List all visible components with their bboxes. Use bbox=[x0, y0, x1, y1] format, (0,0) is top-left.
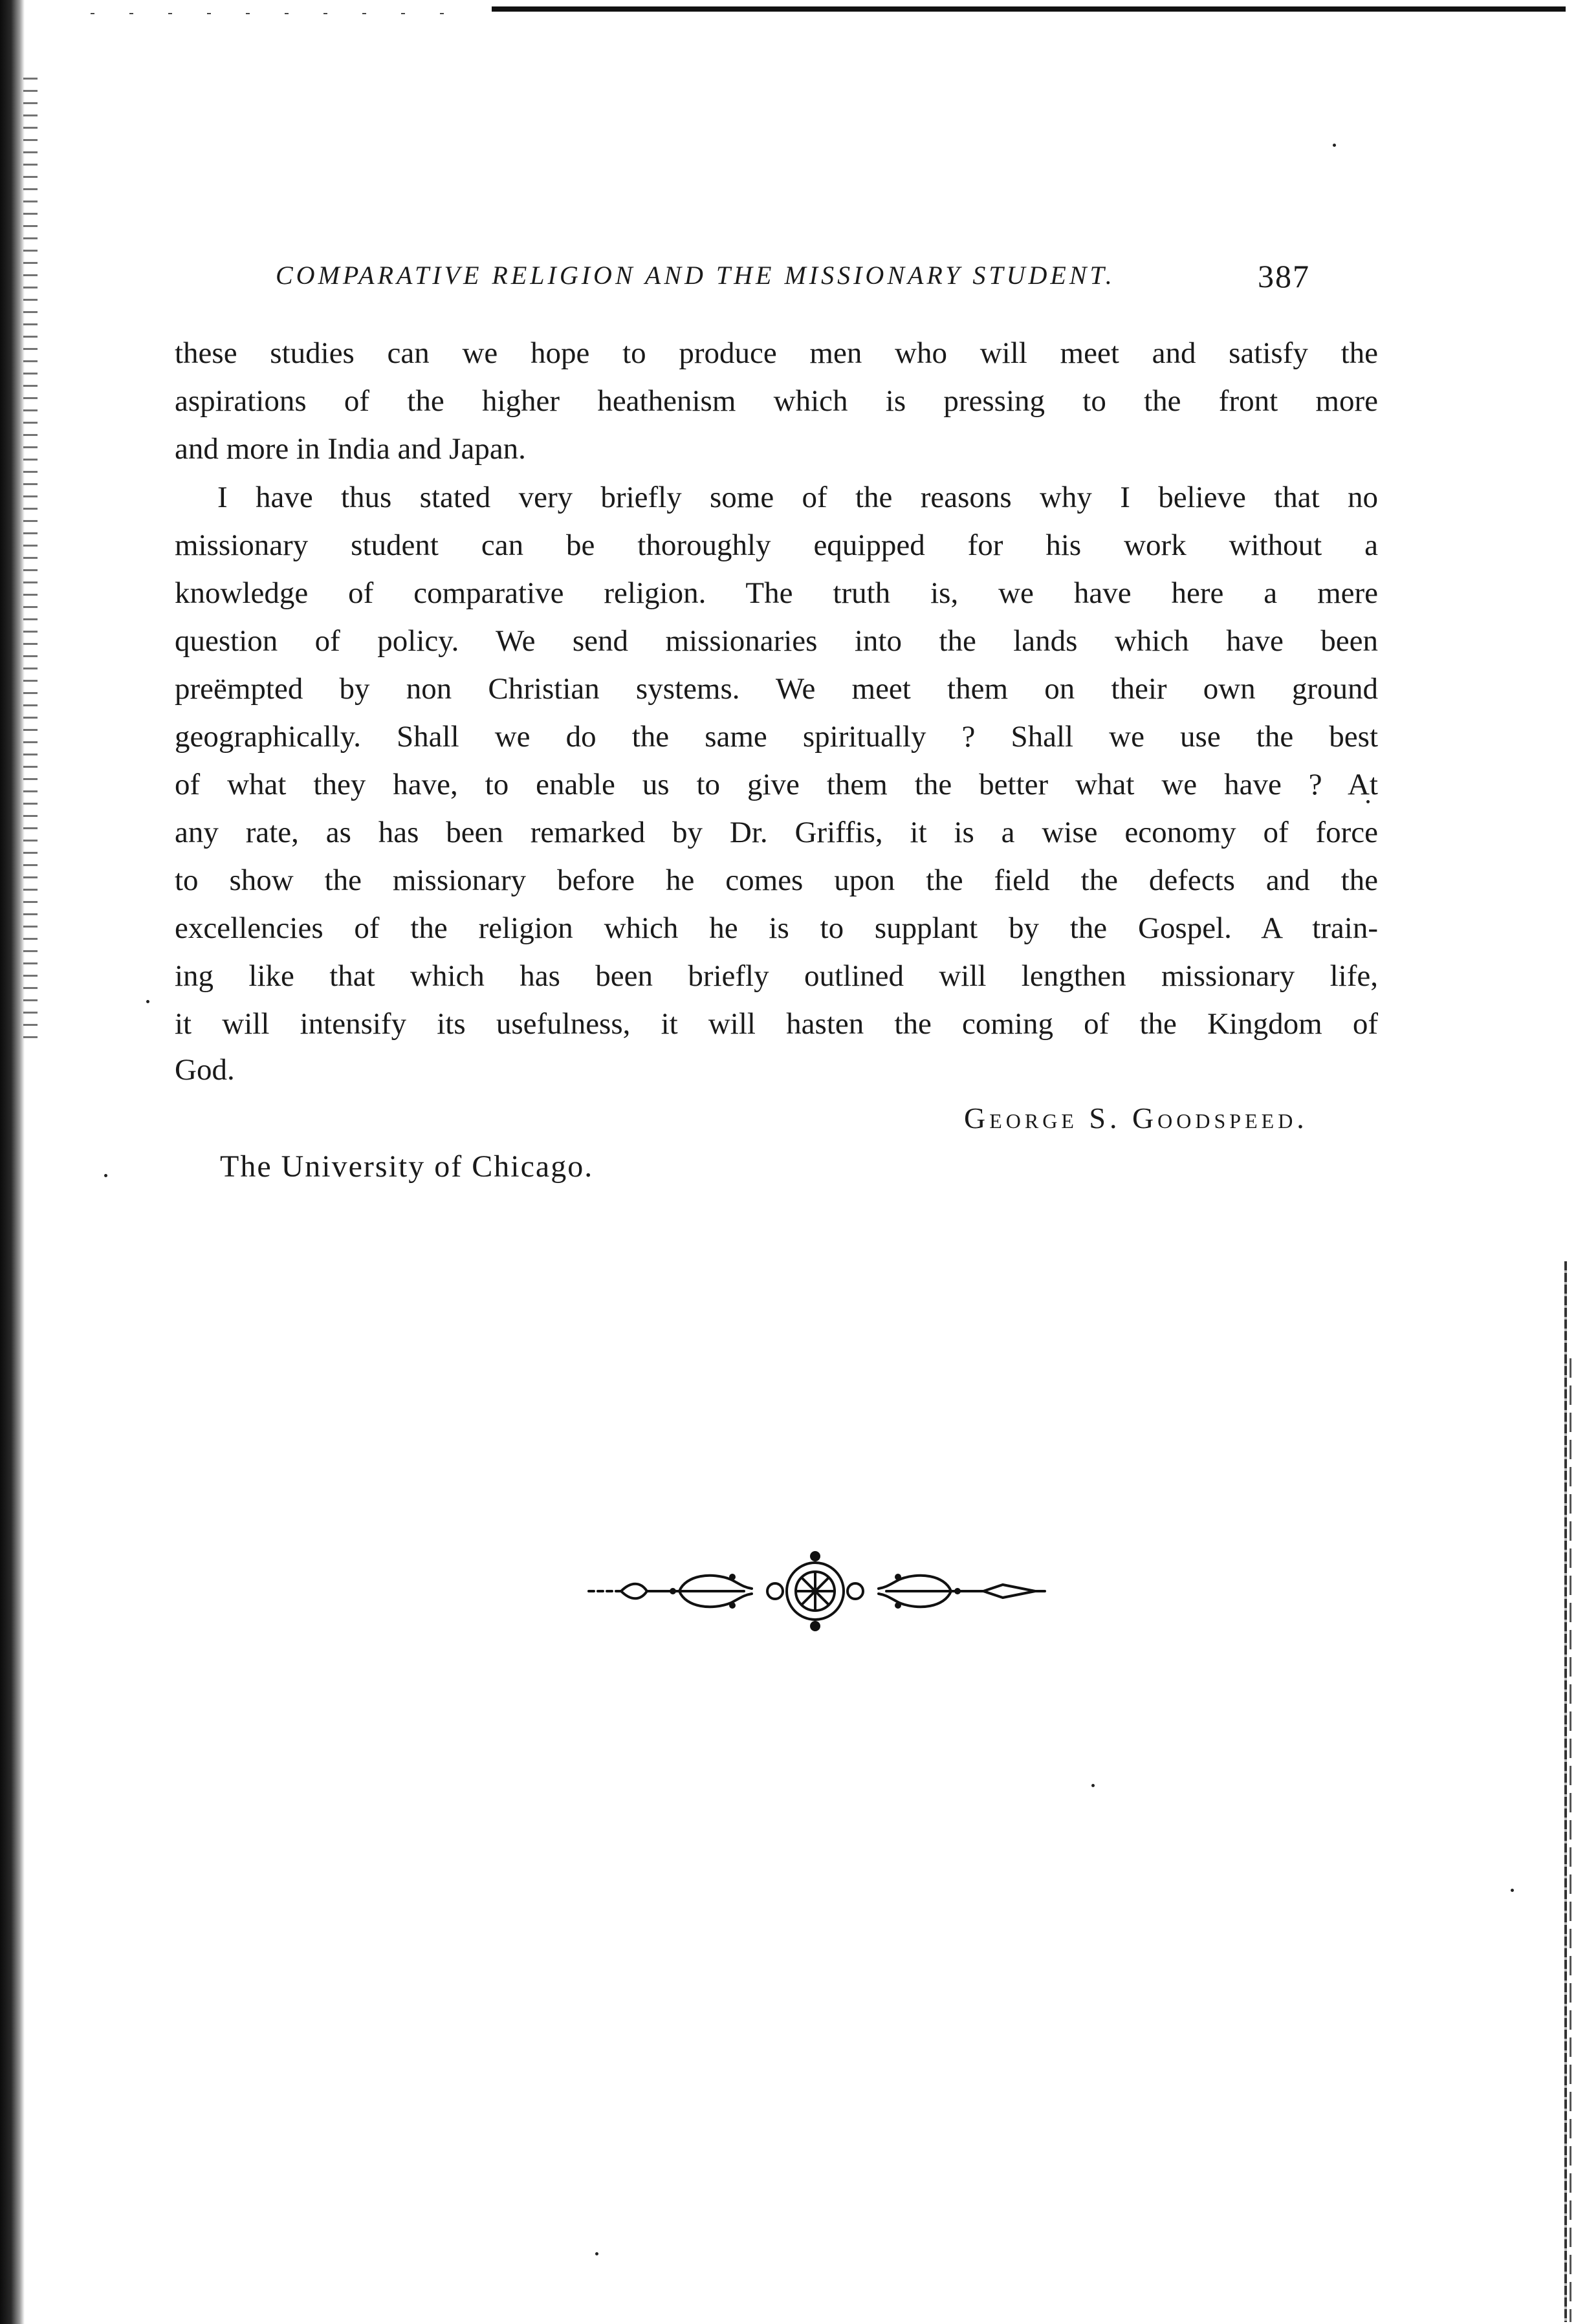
body-line: preëmpted by non Christian systems. We meet them on their own ground bbox=[175, 672, 1378, 706]
scan-top-rule-thin bbox=[91, 13, 453, 14]
body-line: knowledge of comparative religion. The truth is, we have here a mere bbox=[175, 576, 1378, 610]
printers-ornament bbox=[582, 1539, 1048, 1643]
scan-left-edge-specks bbox=[23, 78, 38, 1048]
body-line: it will intensify its usefulness, it will hasten the coming of the Kingdom of bbox=[175, 1007, 1378, 1041]
body-line: to show the missionary before he comes upon the field the defects and the bbox=[175, 863, 1378, 897]
body-line: aspirations of the higher heathenism which is pressing to the front more bbox=[175, 384, 1378, 418]
body-line: excellencies of the religion which he is to supplant by the Gospel. A train- bbox=[175, 911, 1378, 945]
body-line: I have thus stated very briefly some of the reasons why I believe that no bbox=[217, 481, 1378, 514]
body-line: missionary student can be thoroughly equipped for his work without a bbox=[175, 528, 1378, 562]
scan-speck bbox=[595, 2252, 598, 2255]
running-head bbox=[276, 257, 1375, 303]
scan-left-edge bbox=[0, 0, 25, 2324]
scan-speck bbox=[146, 1000, 149, 1003]
scan-speck bbox=[1333, 144, 1336, 147]
author-signature: George S. Goodspeed. bbox=[964, 1102, 1308, 1135]
body-line: of what they have, to enable us to give them the better what we have ? At bbox=[175, 768, 1378, 801]
body-line: ing like that which has been briefly outlined will lengthen missionary life, bbox=[175, 959, 1378, 993]
body-line-final: God. bbox=[175, 1053, 235, 1087]
running-head-title: COMPARATIVE RELIGION AND THE MISSIONARY STUDENT. bbox=[276, 261, 1115, 290]
body-line: geographically. Shall we do the same spiritually ? Shall we use the best bbox=[175, 720, 1378, 754]
scan-right-edge-inner bbox=[1570, 1358, 1571, 2322]
page-number: 387 bbox=[1258, 258, 1310, 294]
body-line: these studies can we hope to produce men who will meet and satisfy the bbox=[175, 336, 1378, 370]
scan-speck bbox=[1511, 1889, 1514, 1892]
body-line: any rate, as has been remarked by Dr. Griffis, it is a wise economy of force bbox=[175, 816, 1378, 849]
scan-right-edge bbox=[1564, 1261, 1567, 2322]
body-line: and more in India and Japan. bbox=[175, 432, 526, 466]
body-line: question of policy. We send missionaries into the lands which have been bbox=[175, 624, 1378, 658]
author-affiliation: The University of Chicago. bbox=[220, 1149, 594, 1184]
scan-top-rule bbox=[492, 6, 1566, 12]
scan-speck bbox=[104, 1174, 107, 1177]
scan-speck bbox=[1091, 1784, 1095, 1787]
